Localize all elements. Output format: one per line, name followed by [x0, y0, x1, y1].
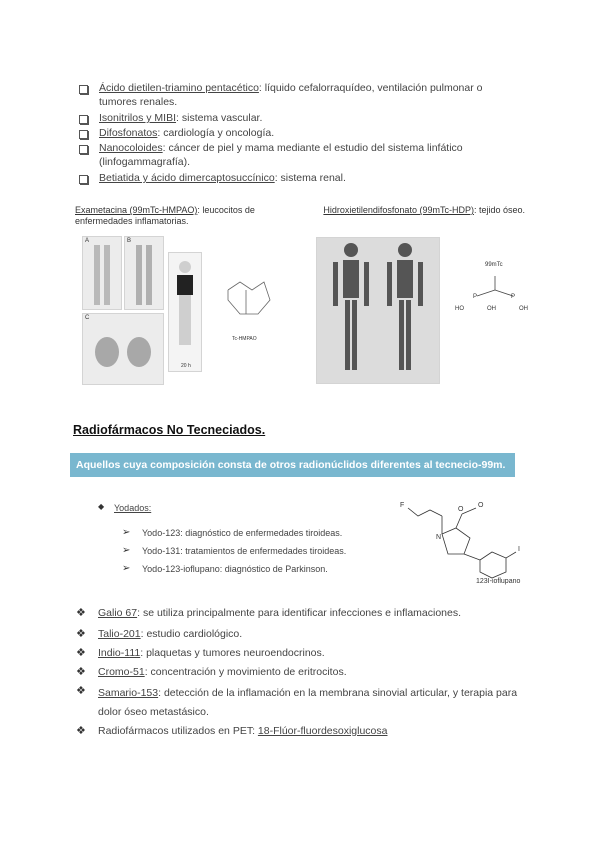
tracer-term: Nanocoloides: [99, 142, 163, 154]
list-item: Galio 67: se utiliza principalmente para identificar infecciones e inflamaciones.: [98, 607, 462, 619]
hmpao-structure-diagram: Tc-HMPAO: [218, 270, 278, 350]
tracer-description: : sistema renal.: [274, 172, 346, 184]
tracer-description-cont: tumores renales.: [99, 96, 178, 108]
list-item: Cromo-51: concentración y movimiento de eritrocitos.: [98, 666, 347, 678]
list-item: Indio-111: plaquetas y tumores neuroendocrinos.: [98, 647, 325, 659]
square-bullet-icon: [79, 130, 88, 139]
diamond-bullet-icon: ❖: [76, 666, 86, 678]
hdp-structure-diagram: 99mTc P P HO OH OH: [455, 262, 528, 312]
list-item: Yodo-123-ioflupano: diagnóstico de Parkinson.: [142, 564, 328, 574]
tracer-description: : cardiología y oncología.: [157, 127, 275, 139]
ioflupane-structure-diagram: F N O O I 123I-ioflupano: [400, 502, 521, 585]
definition-banner: Aquellos cuya composición consta de otros radionúclidos diferentes al tecnecio-99m.: [70, 453, 515, 477]
diamond-bullet-icon: ❖: [76, 685, 86, 697]
list-item: Talio-201: estudio cardiológico.: [98, 628, 243, 640]
list-item: Yodo-131: tratamientos de enfermedades tiroideas.: [142, 546, 347, 556]
scan-image-hands: C: [82, 313, 164, 385]
tracer-term: Isonitrilos y MIBI: [99, 112, 177, 124]
list-item: Yodo-123: diagnóstico de enfermedades tiroideas.: [142, 528, 343, 538]
diamond-bullet-icon: ❖: [76, 725, 86, 737]
diamond-bullet-icon: ❖: [76, 647, 86, 659]
tracer-term: Ácido dietilen-triamino pentacético: [99, 82, 259, 94]
scan-image-bone-scintigraphy: [316, 237, 440, 384]
square-bullet-icon: [79, 175, 88, 184]
list-item: Samario-153: detección de la inflamación en la membrana sinovial articular, y terapia para dolor óseo metastásico.: [98, 687, 518, 718]
scan-image-legs-b: B: [124, 236, 164, 310]
square-bullet-icon: [79, 145, 88, 154]
arrow-bullet-icon: ➢: [122, 545, 131, 556]
square-bullet-icon: [79, 115, 88, 124]
tracer-description: : cáncer de piel y mama mediante el estudio del sistema linfático: [162, 142, 463, 154]
scan-image-whole-body: 20 h: [168, 252, 202, 372]
scan-image-legs-a: A: [82, 236, 122, 310]
tracer-term: Difosfonatos: [99, 127, 158, 139]
diamond-bullet-icon: ◆: [98, 502, 105, 511]
list-item: Radiofármacos utilizados en PET: 18-Flúor-fluordesoxiglucosa: [98, 725, 388, 737]
tracer-description: : líquido cefalorraquídeo, ventilación pulmonar o: [258, 82, 483, 94]
tracer-description: : sistema vascular.: [176, 112, 263, 124]
diamond-bullet-icon: ❖: [76, 607, 86, 619]
arrow-bullet-icon: ➢: [122, 563, 131, 574]
arrow-bullet-icon: ➢: [122, 527, 131, 538]
tracer-term: Betiatida y ácido dimercaptosuccínico: [99, 172, 275, 184]
section-heading: Radiofármacos No Tecneciados.: [73, 423, 266, 437]
tracer-description-cont: (linfogammagrafía).: [99, 156, 191, 168]
figure-caption: Exametacina (99mTc-HMPAO): leucocitos de Hidroxietilendifosfonato (99mTc-HDP): tejido óseo. enfermedades inflamatorias.: [75, 205, 525, 226]
square-bullet-icon: [79, 85, 88, 94]
iodides-label: Yodados:: [114, 503, 152, 513]
diamond-bullet-icon: ❖: [76, 628, 86, 640]
